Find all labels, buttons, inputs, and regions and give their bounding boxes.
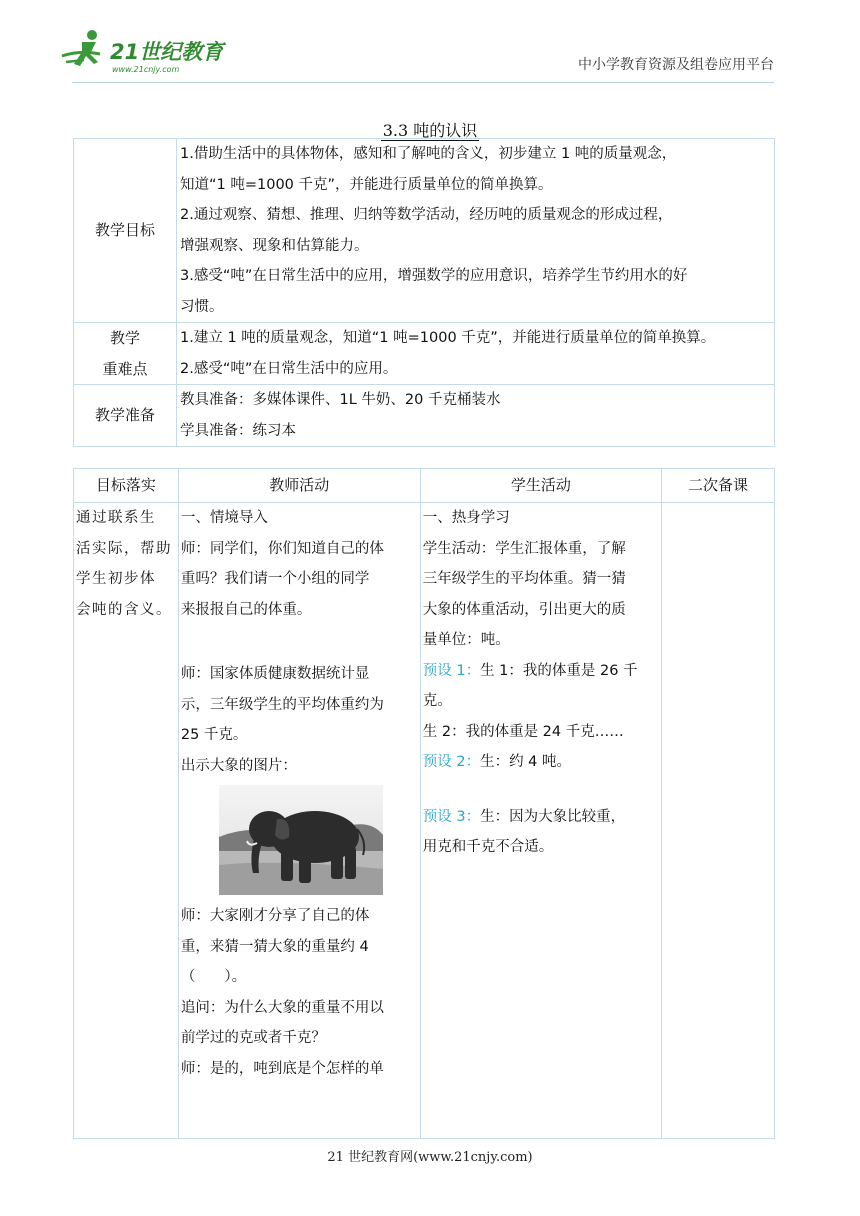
teacher-cell: 一、情境导入 师：同学们，你们知道自己的体 重吗？我们请一个小组的同学 来报报自己的体重。 师：国家体质健康数据统计显 示，三年级学生的平均体重约为 25 千克。 出示大象的图片： 师：大家刚才分享了自己的体 重，来猜一猜大象的重量约 4 （ ）。 追问：为什么大象的重量不用以 前学过的克或者千克？ 师：是的，吨到底是个怎样的单 (178, 503, 420, 1139)
second-prep-cell (662, 503, 775, 1139)
row-label-preparation: 教学准备 (74, 385, 177, 447)
preset-1: 预设 1：生 1：我的体重是 26 千 (422, 662, 638, 679)
platform-name: 中小学教育资源及组卷应用平台 (578, 57, 774, 73)
preparation-content: 教具准备：多媒体课件、1L 牛奶、20 千克桶装水 学具准备：练习本 (177, 385, 775, 447)
preset-3: 预设 3：生：因为大象比较重， (422, 808, 626, 825)
preparation-row (74, 385, 775, 447)
activity-body-row (74, 503, 775, 1139)
header-divider (72, 82, 774, 83)
objectives-table (73, 138, 775, 447)
col-header-student: 学生活动 (420, 469, 661, 503)
goals-content: 1.借助生活中的具体物体，感知和了解吨的含义，初步建立 1 吨的质量观念， 知道“1 吨=1000 千克”，并能进行质量单位的简单换算。 2.通过观察、猜想、推理、归纳等数学活动，经历吨的质量观念的形成过程， 增强观察、现象和估算能力。 3.感受“吨”在日常生活中的应用，增强数学的应用意识，培养学生节约用水的好 习惯。 (177, 139, 775, 323)
elephant-image (219, 785, 383, 895)
activity-header-row (74, 469, 775, 503)
col-header-second-prep: 二次备课 (662, 469, 775, 503)
student-cell: 一、热身学习 学生活动：学生汇报体重，了解 三年级学生的平均体重。猜一猜 大象的体重活动，引出更大的质 量单位：吨。 预设 1：生 1：我的体重是 26 千 克。 生 2：我的体重是 24 千克…… 预设 2：生：约 4 吨。 预设 3：生：因为大象比较重， 用克和千克不合适。 (420, 503, 661, 1139)
goal-cell: 通过联系生 活实际，帮助 学生初步体 会吨的含义。 (74, 503, 179, 1139)
page-title: 3.3 吨的认识 (382, 121, 478, 140)
site-logo (60, 28, 230, 76)
runner-icon (62, 30, 100, 66)
row-label-key-points: 教学 重难点 (74, 323, 177, 385)
activity-table (73, 468, 775, 1139)
objectives-row (74, 139, 775, 323)
row-label-goals: 教学目标 (74, 139, 177, 323)
key-points-row (74, 323, 775, 385)
preset-2: 预设 2：生：约 4 吨。 (422, 754, 572, 770)
svg-text:www.21cnjy.com: www.21cnjy.com (112, 65, 180, 74)
col-header-goal: 目标落实 (74, 469, 179, 503)
page-footer: 21 世纪教育网(www.21cnjy.com) (327, 1150, 533, 1165)
col-header-teacher: 教师活动 (178, 469, 420, 503)
key-points-content: 1.建立 1 吨的质量观念，知道“1 吨=1000 千克”，并能进行质量单位的简单换算。 2.感受“吨”在日常生活中的应用。 (177, 323, 775, 385)
svg-text:21世纪教育: 21世纪教育 (110, 40, 224, 64)
